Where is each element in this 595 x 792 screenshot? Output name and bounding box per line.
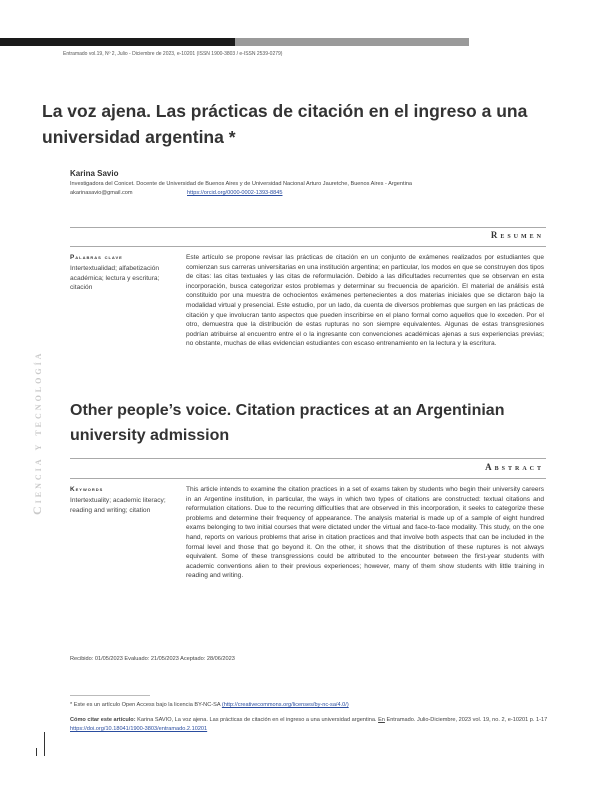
doi-link[interactable]: https://doi.org/10.18041/1900-3803/entramado.2.10201 bbox=[70, 726, 208, 732]
journal-info: Entramado vol.19, Nº 2, Julio - Diciembre de 2023, e-10201 (ISSN 1900-3803 / e-ISSN 2539-0279) bbox=[63, 51, 283, 57]
keywords-es: Intertextualidad; alfabetización académica; lectura y escritura; citación bbox=[70, 265, 160, 291]
page-mark bbox=[44, 732, 45, 756]
resumen-heading: Resumen bbox=[490, 230, 544, 240]
divider-line bbox=[70, 246, 546, 247]
divider-line bbox=[70, 458, 546, 459]
section-sidebar-label: Ciencia y tecnología bbox=[30, 350, 44, 515]
cite-journal: Entramado. Julio-Diciembre, 2023 vol. 19, no. 2, e-10201 p. 1-17 bbox=[386, 717, 548, 723]
oa-note-text: * Este es un artículo Open Access bajo la licencia BY-NC-SA bbox=[70, 702, 221, 708]
author-affiliation: Investigadora del Conicet. Docente de Universidad de Buenos Aires y de Universidad Nacional Arturo Jauretche, Buenos Aires - Argentina bbox=[70, 181, 413, 187]
keywords-heading-en: Keywords bbox=[70, 486, 104, 493]
footnote-divider bbox=[70, 695, 150, 696]
abstract-heading: Abstract bbox=[485, 462, 544, 472]
resumen-body: Este artículo se propone revisar las prácticas de citación en un conjunto de exámenes realizados por estudiantes que comienzan sus carreras universitarias en una institución argentina; en particular, los modos en que se construyen dos tipos de citas: las citas textuales y las citas de reformulación. Debido a las dificultades recurrentes que se observan en esta incorporación, busca categorizar estos problemas y determinar su frecuencia de aparición. El material de análisis está constituido por una muestra de ochocientos exámenes pertenecientes a dos materias iniciales que se dictaron bajo la modalidad virtual y presencial. Este estudio, por un lado, da cuenta de diversos problemas que surgen en las prácticas de citación y que involucran tanto aspectos que pueden inscribirse en el plano formal como aquellos que lo exceden. Por el otro, demuestra que la distribución de estas rupturas no son siempre equivalentes. Algunas de estas transgresiones podrían atribuirse al encuentro entre el o la ingresante con convenciones académicas ajenas a sus experiencias previas; no obstante, muchas de ellas evidencian estudiantes con escaso entrenamiento en la lectura y la escritura. bbox=[186, 254, 544, 348]
submission-dates: Recibido: 01/05/2023 Evaluado: 21/05/2023 Aceptado: 28/06/2023 bbox=[70, 656, 235, 662]
article-title-es: La voz ajena. Las prácticas de citación en el ingreso a una universidad argentina * bbox=[42, 101, 528, 147]
cite-en: En bbox=[378, 717, 385, 723]
abstract-body: This article intends to examine the citation practices in a set of exams taken by students who begin their university careers in an Argentine institution, in particular, the ways in which two types of citations are constructed: textual citations and reformulation citations. Due to the recurring difficulties that are observed in this incorporation, it seeks to categorize these problems and determine their frequency of appearance. The analysis material is made up of a sample of eight hundred exams belonging to two initial courses that were dictated under the virtual and face-to-face modality. This study, on the one hand, reports on various problems that arise in citation practices and that involve both aspects that can be included in the formal level and those that go beyond it. On the other, it shows that the distribution of these ruptures is not always equivalent. Some of these transgressions could be attributed to the encounter between the first-year students with academic conventions alien to their previous experiences; however, many of them show students with little training in reading and writing. bbox=[186, 486, 544, 580]
article-title-en: Other people’s voice. Citation practices at an Argentinian university admission bbox=[70, 402, 505, 444]
keywords-heading-es: Palabras clave bbox=[70, 254, 123, 261]
cite-text: Karina SAVIO, La voz ajena. Las prácticas de citación en el ingreso a una universidad argentina. bbox=[137, 717, 377, 723]
header-bar-black bbox=[0, 38, 235, 46]
citation-note bbox=[70, 716, 550, 734]
author-name: Karina Savio bbox=[70, 169, 119, 178]
author-email[interactable]: akarinasavio@gmail.com bbox=[70, 190, 133, 196]
open-access-note bbox=[70, 702, 349, 708]
orcid-link[interactable]: https://orcid.org/0000-0002-1393-8845 bbox=[187, 190, 283, 196]
page-mark bbox=[36, 748, 37, 756]
divider-line bbox=[70, 227, 546, 228]
divider-line bbox=[70, 478, 546, 479]
license-link[interactable]: (http://creativecommons.org/licenses/by-nc-sa/4.0/) bbox=[221, 702, 349, 708]
header-bar-gray bbox=[235, 38, 469, 46]
cite-label: Cómo citar este artículo: bbox=[70, 717, 136, 723]
keywords-en: Intertextuality; academic literacy; reading and writing; citation bbox=[70, 497, 166, 514]
